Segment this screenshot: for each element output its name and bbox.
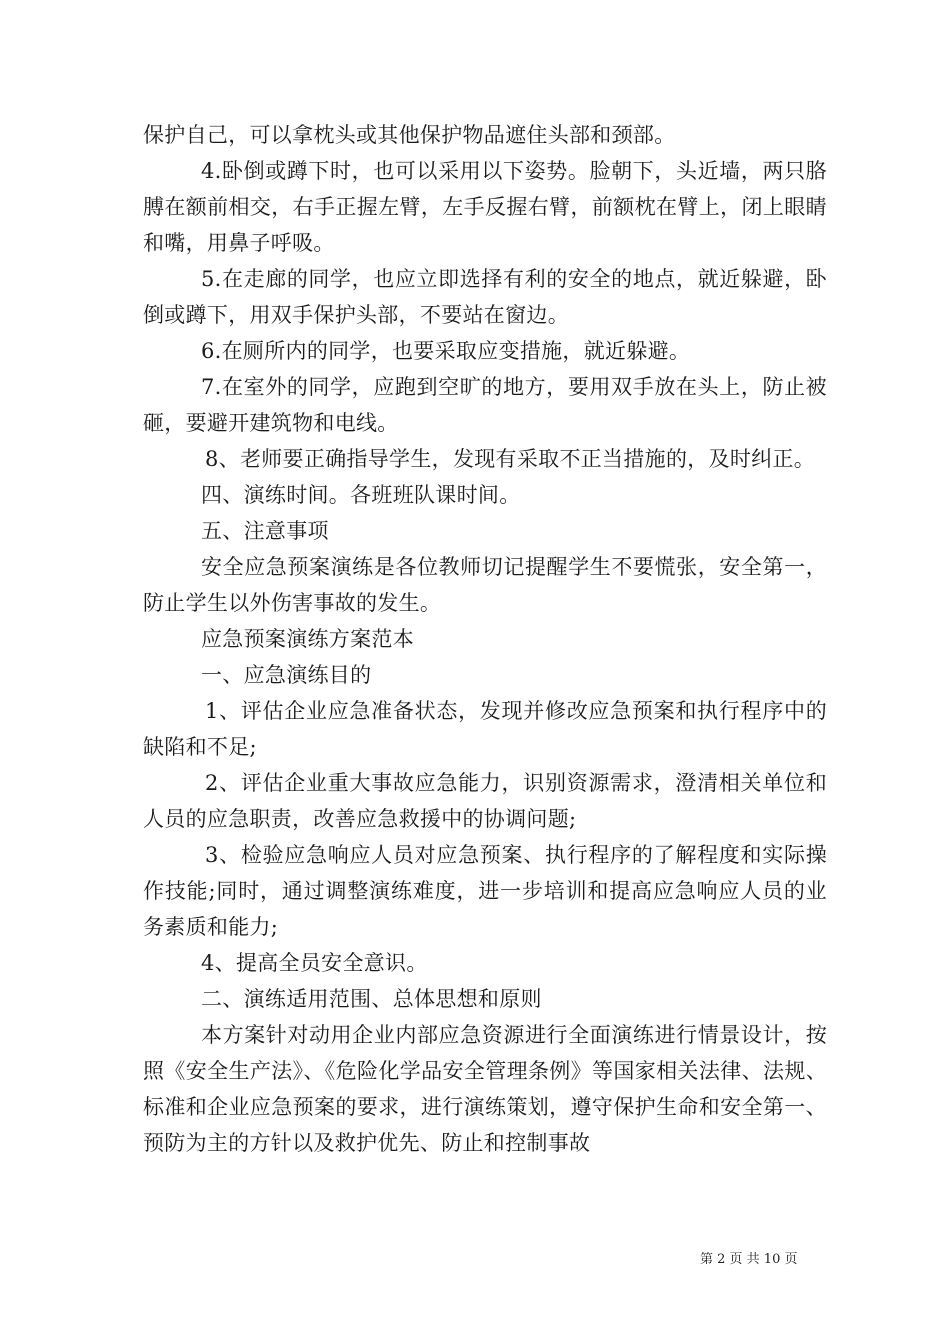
list-item: 2、评估企业重大事故应急能力，识别资源需求，澄清相关单位和人员的应急职责，改善应急救援中的协调问题; bbox=[143, 771, 827, 831]
document-body bbox=[143, 117, 827, 1161]
paragraph: 4.卧倒或蹲下时，也可以采用以下姿势。脸朝下，头近墙，两只胳膊在额前相交，右手正握左臂，左手反握右臂，前额枕在臂上，闭上眼睛和嘴，用鼻子呼吸。 bbox=[143, 159, 827, 255]
section-heading: 一、应急演练目的 bbox=[201, 663, 372, 687]
section-heading: 四、演练时间。各班班队课时间。 bbox=[201, 483, 521, 507]
document-title: 应急预案演练方案范本 bbox=[201, 627, 414, 651]
page-number: 第 2 页 共 10 页 bbox=[700, 1252, 798, 1267]
section-heading: 二、演练适用范围、总体思想和原则 bbox=[201, 987, 542, 1011]
list-item: 1、评估企业应急准备状态，发现并修改应急预案和执行程序中的缺陷和不足; bbox=[143, 699, 827, 759]
list-item: 3、检验应急响应人员对应急预案、执行程序的了解程度和实际操作技能;同时，通过调整演练难度，进一步培训和提高应急响应人员的业务素质和能力; bbox=[143, 843, 827, 939]
paragraph: 7.在室外的同学，应跑到空旷的地方，要用双手放在头上，防止被砸，要避开建筑物和电线。 bbox=[143, 375, 827, 435]
paragraph: 保护自己，可以拿枕头或其他保护物品遮住头部和颈部。 bbox=[143, 123, 676, 147]
paragraph: 8、老师要正确指导学生，发现有采取不正当措施的，及时纠正。 bbox=[205, 447, 816, 471]
section-heading: 五、注意事项 bbox=[201, 519, 329, 543]
paragraph: 5.在走廊的同学，也应立即选择有利的安全的地点，就近躲避，卧倒或蹲下，用双手保护头部，不要站在窗边。 bbox=[143, 267, 827, 327]
paragraph: 安全应急预案演练是各位教师切记提醒学生不要慌张，安全第一，防止学生以外伤害事故的发生。 bbox=[143, 555, 827, 615]
paragraph: 本方案针对动用企业内部应急资源进行全面演练进行情景设计，按照《安全生产法》、《危险化学品安全管理条例》等国家相关法律、法规、标准和企业应急预案的要求，进行演练策划，遵守保护生命和安全第一、预防为主的方针以及救护优先、防止和控制事故 bbox=[143, 1023, 827, 1155]
paragraph: 6.在厕所内的同学，也要采取应变措施，就近躲避。 bbox=[201, 339, 691, 363]
list-item: 4、提高全员安全意识。 bbox=[201, 951, 428, 975]
